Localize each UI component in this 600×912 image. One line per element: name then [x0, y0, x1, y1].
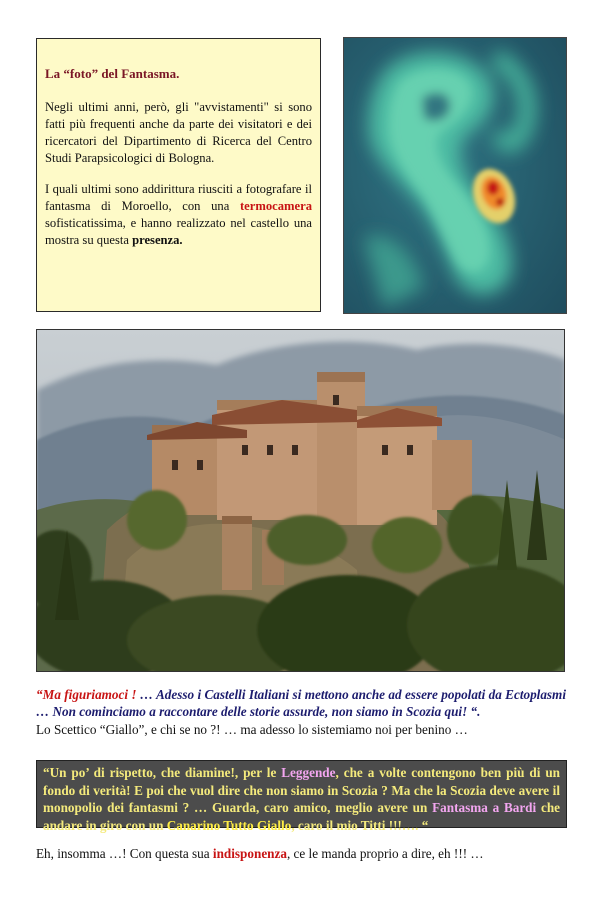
closing-part-a: Eh, insomma …! Con questa sua	[36, 846, 213, 861]
indisponenza-highlight: indisponenza	[212, 846, 287, 861]
skeptic-quote	[36, 686, 566, 738]
info-paragraph-2-c: presenza.	[132, 232, 183, 247]
skeptic-signature: Lo Scettico “Giallo”, e chi se no ?! … ma adesso lo sistemiamo noi per benino …	[36, 721, 468, 737]
reply-box	[36, 760, 567, 834]
reply-fantasma-bardi: Fantasma a Bardi	[432, 800, 537, 816]
info-box	[36, 38, 321, 312]
thermal-image-svg	[344, 38, 567, 314]
info-paragraph-2	[45, 181, 312, 249]
termocamera-highlight: termocamera	[239, 198, 312, 213]
reply-part-4: , caro il mio Titti !!!…. “	[291, 818, 429, 834]
info-paragraph-2-b: sofisticatissima, e hanno realizzato nel castello una mostra su questa	[45, 215, 312, 247]
closing-line	[36, 846, 566, 862]
skeptic-quote-text	[36, 686, 566, 721]
info-paragraph-2-a: I quali ultimi sono addirittura riusciti a fotografare il fantasma di Moroello, con una	[45, 181, 312, 213]
reply-part-2: , che a volte contengono ben più di un fondo di verità! E poi che vuol dire che non siamo in Scozia ? Ma che la Scozia deve avere il monopolio dei fantasmi ? … Guarda, caro amico, meglio avere un	[43, 765, 560, 816]
closing-part-b: , ce le manda proprio a dire, eh !!! …	[286, 846, 484, 861]
reply-part-1: “Un po’ di rispetto, che diamine!, per le	[43, 765, 282, 780]
reply-leggende: Leggende	[281, 765, 336, 780]
reply-part-3: che andare in giro con un	[43, 800, 561, 834]
info-paragraph-1: Negli ultimi anni, però, gli "avvistamenti" si sono fatti più frequenti anche da parte dei visitatori e dei ricercatori del Dipartimento di Ricerca del Centro Studi Parapsicologici di Bologna.	[45, 99, 312, 165]
skeptic-quote-body: … Adesso i Castelli Italiani si mettono anche ad essere popolati da Ectoplasmi … Non cominciamo a raccontare delle storie assurde, non siamo in Scozia qui! “.	[36, 687, 566, 720]
castle-image-svg	[37, 330, 565, 672]
info-title: La “foto” del Fantasma.	[45, 66, 180, 81]
castle-photo	[36, 329, 565, 672]
reply-canarino: Canarino Tutto Giallo	[166, 818, 292, 834]
skeptic-exclamation: “Ma figuriamoci !	[36, 687, 137, 702]
thermal-ghost-image	[343, 37, 567, 314]
